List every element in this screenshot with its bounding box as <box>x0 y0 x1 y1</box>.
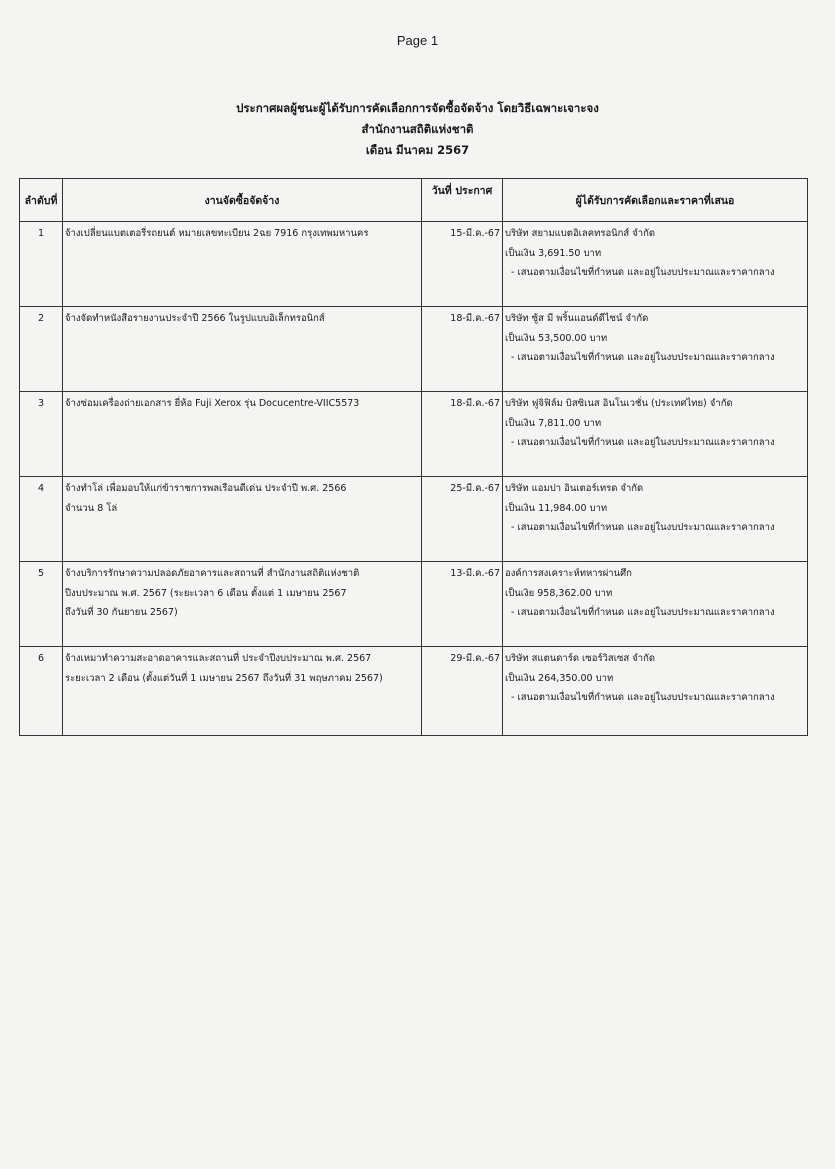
row-winner <box>503 222 808 307</box>
vendor-name: บริษัท ซู้ส มี พริ้นแอนด์ดีไซน์ จำกัด <box>505 313 649 324</box>
vendor-note: - เสนอตามเงื่อนไขที่กำหนด และอยู่ในงบประมาณและราคากลาง <box>511 437 775 448</box>
row-date: 18-มี.ค.-67 <box>422 392 503 477</box>
heading-month: เดือน มีนาคม 2567 <box>365 143 470 157</box>
vendor-name: องค์การสงเคราะห์ทหารผ่านศึก <box>505 568 632 579</box>
vendor-note: - เสนอตามเงื่อนไขที่กำหนด และอยู่ในงบประมาณและราคากลาง <box>511 522 775 533</box>
vendor-note: - เสนอตามเงื่อนไขที่กำหนด และอยู่ในงบประมาณและราคากลาง <box>511 352 775 363</box>
vendor-note: - เสนอตามเงื่อนไขที่กำหนด และอยู่ในงบประมาณและราคากลาง <box>511 267 775 278</box>
table-row <box>20 562 808 647</box>
vendor-price: เป็นเงิน 53,500.00 บาท <box>505 332 608 344</box>
row-number: 6 <box>20 647 63 736</box>
vendor-name: บริษัท แอมปา อินเตอร์เทรด จำกัด <box>505 483 644 494</box>
header-date: วันที่ ประกาศ <box>422 179 503 222</box>
row-work <box>63 477 422 562</box>
table-row <box>20 307 808 392</box>
work-line: ระยะเวลา 2 เดือน (ตั้งแต่วันที่ 1 เมษายน 2567 ถึงวันที่ 31 พฤษภาคม 2567) <box>65 672 383 684</box>
vendor-name: บริษัท สแตนดาร์ด เซอร์วิสเซส จำกัด <box>505 653 656 664</box>
row-winner <box>503 307 808 392</box>
page-number-label: Page 1 <box>396 33 439 48</box>
row-date: 13-มี.ค.-67 <box>422 562 503 647</box>
vendor-note: - เสนอตามเงื่อนไขที่กำหนด และอยู่ในงบประมาณและราคากลาง <box>511 692 775 703</box>
row-winner <box>503 647 808 736</box>
row-work <box>63 392 422 477</box>
vendor-price: เป็นเงิน 7,811.00 บาท <box>505 417 602 429</box>
work-line: จ้างเปลี่ยนแบตเตอรี่รถยนต์ หมายเลขทะเบียน 2ฉย 7916 กรุงเทพมหานคร <box>65 228 369 239</box>
row-number: 5 <box>20 562 63 647</box>
work-line: จ้างเหมาทำความสะอาดอาคารและสถานที่ ประจำปีงบประมาณ พ.ศ. 2567 <box>65 653 372 664</box>
vendor-note: - เสนอตามเงื่อนไขที่กำหนด และอยู่ในงบประมาณและราคากลาง <box>511 607 775 618</box>
work-line: ปีงบประมาณ พ.ศ. 2567 (ระยะเวลา 6 เดือน ตั้งแต่ 1 เมษายน 2567 <box>65 587 347 599</box>
vendor-price: เป็นเงิน 11,984.00 บาท <box>505 502 608 514</box>
row-date: 15-มี.ค.-67 <box>422 222 503 307</box>
table-row <box>20 647 808 736</box>
work-line: ถึงวันที่ 30 กันยายน 2567) <box>65 607 178 618</box>
row-number: 3 <box>20 392 63 477</box>
header-winner: ผู้ได้รับการคัดเลือกและราคาที่เสนอ <box>503 179 808 222</box>
table-row <box>20 222 808 307</box>
row-work <box>63 307 422 392</box>
vendor-name: บริษัท สยามแบตอิเลคทรอนิกส์ จำกัด <box>505 228 656 239</box>
table-header-row <box>20 179 808 222</box>
vendor-name: บริษัท ฟูจิฟิล์ม บิสซิเนส อินโนเวชั่น (ประเทศไทย) จำกัด <box>505 398 733 409</box>
document-heading <box>0 98 835 161</box>
vendor-price: เป็นเงิน 264,350.00 บาท <box>505 672 614 684</box>
vendor-price: เป็นเงิย 958,362.00 บาท <box>505 587 613 599</box>
procurement-table <box>19 178 808 736</box>
row-winner <box>503 392 808 477</box>
table-row <box>20 477 808 562</box>
row-number: 4 <box>20 477 63 562</box>
row-number: 1 <box>20 222 63 307</box>
work-line: จ้างทำโล่ เพื่อมอบให้แก่ข้าราชการพลเรือนดีเด่น ประจำปี พ.ศ. 2566 <box>65 483 347 494</box>
row-work <box>63 562 422 647</box>
row-date: 18-มี.ค.-67 <box>422 307 503 392</box>
work-line: จ้างซ่อมเครื่องถ่ายเอกสาร ยี่ห้อ Fuji Xerox รุ่น Docucentre-VIIC5573 <box>65 398 360 409</box>
heading-agency: สำนักงานสถิติแห่งชาติ <box>361 122 474 136</box>
header-work: งานจัดซื้อจัดจ้าง <box>63 179 422 222</box>
work-line: จ้างบริการรักษาความปลอดภัยอาคารและสถานที่ สำนักงานสถิติแห่งชาติ <box>65 568 360 579</box>
row-winner <box>503 477 808 562</box>
table-row <box>20 392 808 477</box>
row-date: 25-มี.ค.-67 <box>422 477 503 562</box>
vendor-price: เป็นเงิน 3,691.50 บาท <box>505 247 602 259</box>
row-number: 2 <box>20 307 63 392</box>
row-winner <box>503 562 808 647</box>
row-work <box>63 647 422 736</box>
header-no: ลำดับที่ <box>20 179 63 222</box>
row-work <box>63 222 422 307</box>
work-line: จำนวน 8 โล่ <box>65 502 118 514</box>
heading-title: ประกาศผลผู้ชนะผู้ได้รับการคัดเลือกการจัดซื้อจัดจ้าง โดยวิธีเฉพาะเจาะจง <box>236 101 599 115</box>
work-line: จ้างจัดทำหนังสือรายงานประจำปี 2566 ในรูปแบบอิเล็กทรอนิกส์ <box>65 313 325 324</box>
row-date: 29-มี.ค.-67 <box>422 647 503 736</box>
